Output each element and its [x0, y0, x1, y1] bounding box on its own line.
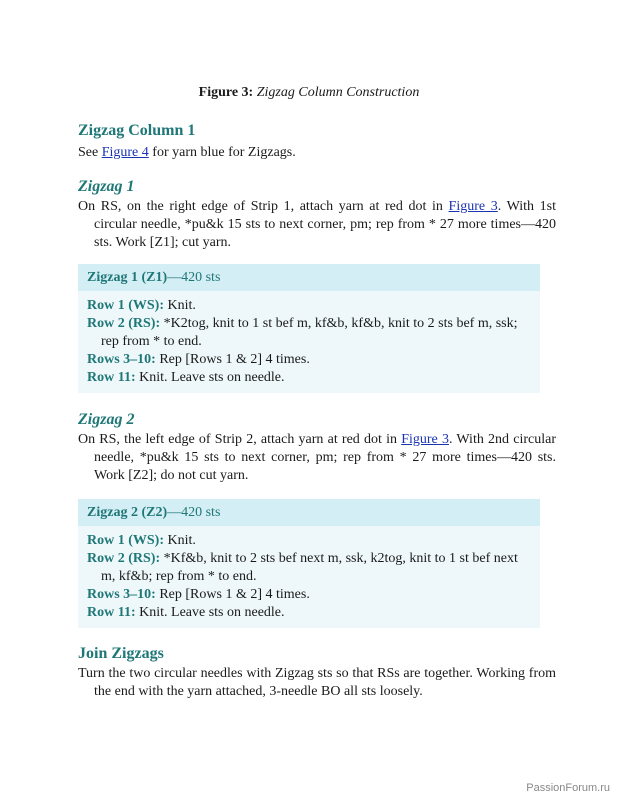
zigzag1-text-before: On RS, on the right edge of Strip 1, attach yarn at red dot in [78, 199, 449, 214]
figure-caption-title: Zigzag Column Construction [256, 85, 420, 100]
zigzag2-box-count: —420 sts [167, 505, 221, 520]
figure-3-link[interactable]: Figure 3 [448, 199, 498, 214]
row-text: Knit. Leave sts on needle. [135, 370, 285, 385]
zigzag1-row [87, 351, 531, 369]
zigzag1-row [87, 315, 531, 351]
row-label: Row 2 (RS): [87, 316, 161, 331]
row-label: Row 11: [87, 605, 136, 620]
column1-intro-after: for yarn blue for Zigzags. [148, 145, 296, 160]
row-text: Knit. Leave sts on needle. [135, 605, 285, 620]
heading-zigzag-1: Zigzag 1 [78, 178, 135, 195]
zigzag2-row [87, 550, 531, 586]
figure-caption [0, 85, 618, 101]
zigzag1-box-body [78, 291, 540, 393]
row-text: Rep [Rows 1 & 2] 4 times. [155, 587, 310, 602]
row-text: Knit. [164, 533, 196, 548]
zigzag2-box-body [78, 526, 540, 628]
row-label: Row 1 (WS): [87, 298, 164, 313]
zigzag1-box-header [78, 264, 540, 291]
heading-zigzag-column-1: Zigzag Column 1 [78, 122, 196, 139]
column1-intro [78, 144, 540, 162]
zigzag2-pattern-box [78, 499, 540, 628]
zigzag2-text-after: . With 2nd circular needle, *pu&k 15 sts to next corner, pm; rep from * 27 more times—420 sts. Work [Z2]; do not cut yarn. [94, 432, 556, 483]
row-label: Row 11: [87, 370, 136, 385]
zigzag1-box-title: Zigzag 1 (Z1) [87, 270, 168, 285]
row-label: Rows 3–10: [87, 352, 156, 367]
heading-zigzag-2: Zigzag 2 [78, 411, 135, 428]
watermark: PassionForum.ru [526, 782, 610, 794]
row-text: Rep [Rows 1 & 2] 4 times. [155, 352, 310, 367]
zigzag2-row [87, 604, 531, 622]
zigzag1-instructions [78, 198, 556, 252]
row-label: Row 1 (WS): [87, 533, 164, 548]
row-text: *Kf&b, knit to 2 sts bef next m, ssk, k2tog, knit to 1 st bef next m, kf&b; rep from * to end. [101, 551, 518, 584]
zigzag2-instructions [78, 431, 556, 485]
row-label: Row 2 (RS): [87, 551, 161, 566]
zigzag1-row [87, 369, 531, 387]
figure-caption-label: Figure 3: [198, 85, 254, 100]
zigzag2-row [87, 586, 531, 604]
row-text: Knit. [164, 298, 196, 313]
zigzag1-box-count: —420 sts [167, 270, 221, 285]
row-label: Rows 3–10: [87, 587, 156, 602]
figure-3-link[interactable]: Figure 3 [401, 432, 449, 447]
zigzag1-text-after: . With 1st circular needle, *pu&k 15 sts to next corner, pm; rep from * 27 more times—420 sts. Work [Z1]; cut yarn. [94, 199, 556, 250]
column1-intro-before: See [78, 145, 102, 160]
zigzag2-row [87, 532, 531, 550]
zigzag2-text-before: On RS, the left edge of Strip 2, attach yarn at red dot in [78, 432, 402, 447]
heading-join-zigzags: Join Zigzags [78, 645, 164, 662]
zigzag1-pattern-box [78, 264, 540, 393]
figure-4-link[interactable]: Figure 4 [101, 145, 149, 160]
join-instructions: Turn the two circular needles with Zigzag sts so that RSs are together. Working from the end with the yarn attached, 3-needle BO all sts loosely. [78, 666, 556, 699]
zigzag2-box-header [78, 499, 540, 526]
row-text: *K2tog, knit to 1 st bef m, kf&b, kf&b, knit to 2 sts bef m, ssk; rep from * to end. [101, 316, 518, 349]
zigzag1-row [87, 297, 531, 315]
zigzag2-box-title: Zigzag 2 (Z2) [87, 505, 168, 520]
